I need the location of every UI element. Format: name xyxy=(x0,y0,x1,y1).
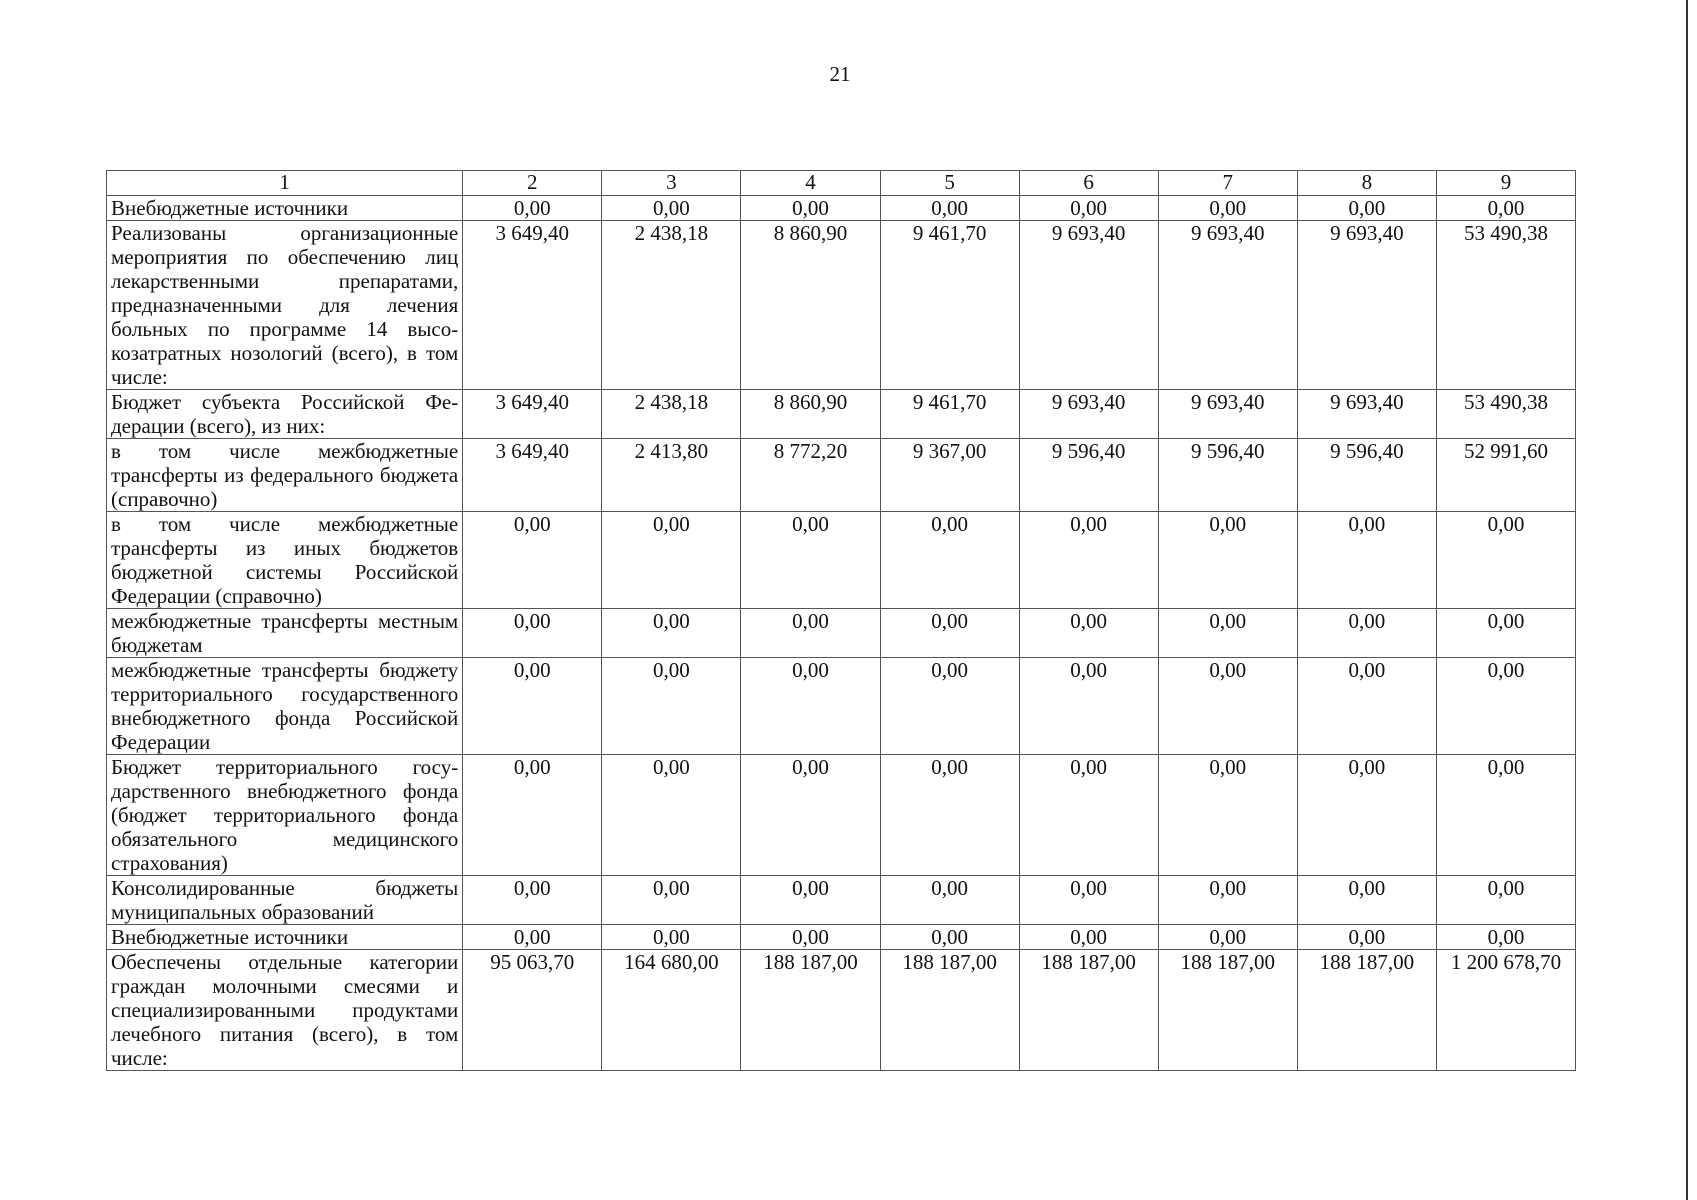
value-cell: 9 596,40 xyxy=(1019,439,1158,512)
value-cell: 164 680,00 xyxy=(602,950,741,1071)
value-cell: 2 413,80 xyxy=(602,439,741,512)
value-cell: 3 649,40 xyxy=(463,221,602,390)
row-label: Реализованы организационные мероприятия по обеспечению лиц лекарственными препаратами, предназначенными для лечения больных по программе 14 высокозатратных нозологий (всего), в том числе: xyxy=(107,221,463,390)
page-number: 21 xyxy=(829,62,851,86)
value-cell: 0,00 xyxy=(1019,512,1158,609)
header-row xyxy=(107,171,1576,196)
value-cell: 9 461,70 xyxy=(880,221,1019,390)
value-cell: 0,00 xyxy=(1297,609,1436,658)
row-label: Внебюджетные источники xyxy=(107,925,463,950)
scan-edge-line xyxy=(1686,0,1688,1200)
row-label: межбюджетные трансферты бюджету территориального государственного внебюджетного фонда Российской Федерации xyxy=(107,658,463,755)
row-label: Бюджет территориального государственного внебюджетного фонда (бюджет территориального фонда обязательного медицинского страхования) xyxy=(107,755,463,876)
value-cell: 0,00 xyxy=(880,755,1019,876)
value-cell: 188 187,00 xyxy=(1297,950,1436,1071)
value-cell: 0,00 xyxy=(741,609,880,658)
value-cell: 0,00 xyxy=(1019,196,1158,221)
value-cell: 9 596,40 xyxy=(1158,439,1297,512)
value-cell: 0,00 xyxy=(463,658,602,755)
value-cell: 0,00 xyxy=(1158,609,1297,658)
value-cell: 9 596,40 xyxy=(1297,439,1436,512)
value-cell: 0,00 xyxy=(880,925,1019,950)
value-cell: 0,00 xyxy=(880,512,1019,609)
value-cell: 188 187,00 xyxy=(880,950,1019,1071)
row-label: в том числе межбюджетные трансферты из федерального бюджета (справочно) xyxy=(107,439,463,512)
value-cell: 0,00 xyxy=(1297,196,1436,221)
value-cell: 0,00 xyxy=(463,512,602,609)
table-header xyxy=(107,171,1576,196)
value-cell: 0,00 xyxy=(602,658,741,755)
value-cell: 0,00 xyxy=(1436,658,1575,755)
value-cell: 53 490,38 xyxy=(1436,390,1575,439)
column-header: 1 xyxy=(107,171,463,196)
value-cell: 9 693,40 xyxy=(1297,221,1436,390)
value-cell: 0,00 xyxy=(880,658,1019,755)
value-cell: 0,00 xyxy=(741,512,880,609)
value-cell: 9 367,00 xyxy=(880,439,1019,512)
table-row xyxy=(107,755,1576,876)
value-cell: 0,00 xyxy=(1297,925,1436,950)
value-cell: 0,00 xyxy=(1436,876,1575,925)
row-label: Бюджет субъекта Российской Федерации (всего), из них: xyxy=(107,390,463,439)
table-row xyxy=(107,876,1576,925)
value-cell: 95 063,70 xyxy=(463,950,602,1071)
value-cell: 0,00 xyxy=(741,925,880,950)
column-header: 2 xyxy=(463,171,602,196)
value-cell: 0,00 xyxy=(1158,196,1297,221)
value-cell: 0,00 xyxy=(1436,755,1575,876)
table-row xyxy=(107,439,1576,512)
table-row xyxy=(107,512,1576,609)
value-cell: 0,00 xyxy=(602,925,741,950)
column-header: 6 xyxy=(1019,171,1158,196)
value-cell: 0,00 xyxy=(602,876,741,925)
value-cell: 0,00 xyxy=(1436,925,1575,950)
value-cell: 0,00 xyxy=(1158,876,1297,925)
value-cell: 9 693,40 xyxy=(1019,390,1158,439)
column-header: 9 xyxy=(1436,171,1575,196)
table-row xyxy=(107,609,1576,658)
value-cell: 0,00 xyxy=(1297,876,1436,925)
table-row xyxy=(107,925,1576,950)
value-cell: 0,00 xyxy=(1019,925,1158,950)
value-cell: 3 649,40 xyxy=(463,439,602,512)
table-row xyxy=(107,390,1576,439)
value-cell: 0,00 xyxy=(463,196,602,221)
value-cell: 0,00 xyxy=(602,609,741,658)
value-cell: 0,00 xyxy=(880,196,1019,221)
value-cell: 0,00 xyxy=(880,876,1019,925)
value-cell: 3 649,40 xyxy=(463,390,602,439)
row-label: Внебюджетные источники xyxy=(107,196,463,221)
column-header: 7 xyxy=(1158,171,1297,196)
value-cell: 0,00 xyxy=(741,876,880,925)
value-cell: 0,00 xyxy=(463,755,602,876)
value-cell: 0,00 xyxy=(1297,755,1436,876)
table-body xyxy=(107,196,1576,1071)
value-cell: 0,00 xyxy=(741,658,880,755)
value-cell: 2 438,18 xyxy=(602,390,741,439)
value-cell: 2 438,18 xyxy=(602,221,741,390)
row-label: в том числе межбюджетные трансферты из иных бюджетов бюджетной системы Российской Федерации (справочно) xyxy=(107,512,463,609)
value-cell: 0,00 xyxy=(1019,658,1158,755)
value-cell: 9 461,70 xyxy=(880,390,1019,439)
value-cell: 188 187,00 xyxy=(741,950,880,1071)
value-cell: 52 991,60 xyxy=(1436,439,1575,512)
value-cell: 0,00 xyxy=(602,512,741,609)
value-cell: 9 693,40 xyxy=(1158,221,1297,390)
value-cell: 0,00 xyxy=(741,755,880,876)
table-row xyxy=(107,950,1576,1071)
value-cell: 0,00 xyxy=(1019,609,1158,658)
value-cell: 188 187,00 xyxy=(1158,950,1297,1071)
column-header: 3 xyxy=(602,171,741,196)
value-cell: 0,00 xyxy=(741,196,880,221)
value-cell: 0,00 xyxy=(602,755,741,876)
row-label: Консолидированные бюджеты муниципальных образований xyxy=(107,876,463,925)
value-cell: 0,00 xyxy=(1158,512,1297,609)
value-cell: 0,00 xyxy=(602,196,741,221)
table-row xyxy=(107,196,1576,221)
value-cell: 8 860,90 xyxy=(741,390,880,439)
value-cell: 0,00 xyxy=(1158,925,1297,950)
row-label: межбюджетные трансферты местным бюджетам xyxy=(107,609,463,658)
value-cell: 1 200 678,70 xyxy=(1436,950,1575,1071)
value-cell: 0,00 xyxy=(1019,876,1158,925)
value-cell: 8 772,20 xyxy=(741,439,880,512)
column-header: 8 xyxy=(1297,171,1436,196)
value-cell: 8 860,90 xyxy=(741,221,880,390)
table-row xyxy=(107,221,1576,390)
value-cell: 0,00 xyxy=(1436,512,1575,609)
value-cell: 0,00 xyxy=(1436,609,1575,658)
column-header: 5 xyxy=(880,171,1019,196)
value-cell: 9 693,40 xyxy=(1019,221,1158,390)
value-cell: 0,00 xyxy=(1436,196,1575,221)
value-cell: 0,00 xyxy=(1158,755,1297,876)
value-cell: 0,00 xyxy=(463,876,602,925)
value-cell: 0,00 xyxy=(1297,512,1436,609)
value-cell: 0,00 xyxy=(1297,658,1436,755)
value-cell: 0,00 xyxy=(1158,658,1297,755)
value-cell: 9 693,40 xyxy=(1158,390,1297,439)
value-cell: 0,00 xyxy=(1019,755,1158,876)
value-cell: 0,00 xyxy=(880,609,1019,658)
table-row xyxy=(107,658,1576,755)
value-cell: 9 693,40 xyxy=(1297,390,1436,439)
budget-table xyxy=(106,170,1576,1071)
value-cell: 53 490,38 xyxy=(1436,221,1575,390)
column-header: 4 xyxy=(741,171,880,196)
value-cell: 0,00 xyxy=(463,609,602,658)
value-cell: 0,00 xyxy=(463,925,602,950)
row-label: Обеспечены отдельные категории граждан молочными смесями и специализированными продуктами лечебного питания (всего), в том числе: xyxy=(107,950,463,1071)
value-cell: 188 187,00 xyxy=(1019,950,1158,1071)
